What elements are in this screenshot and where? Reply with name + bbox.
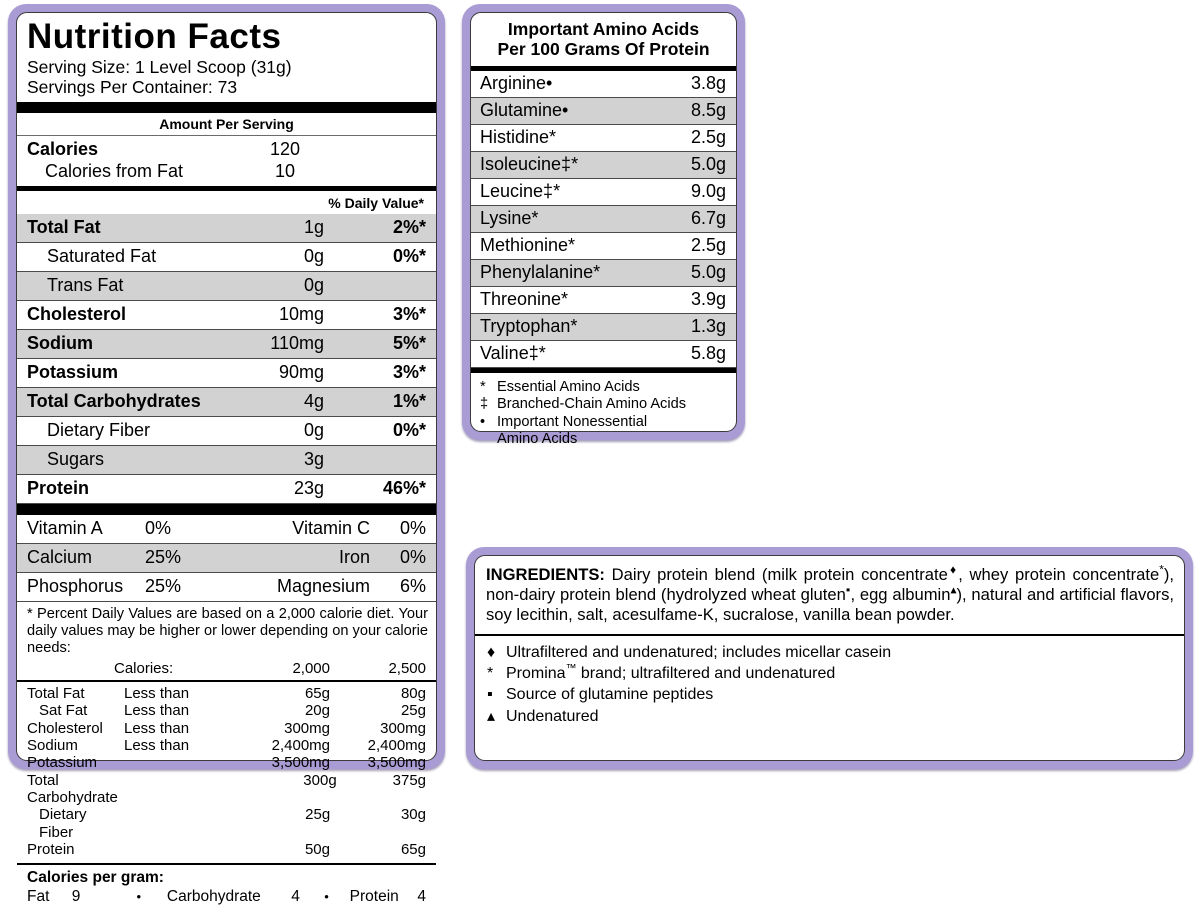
ingredients-part-5: ), natural and artificial flavors, soy lecithin, salt, acesulfame-K, sucralose, vanilla bean powder. <box>486 584 1174 624</box>
dv-value-2000: 3,500mg <box>271 754 330 772</box>
legend-text: Source of glutamine peptides <box>506 686 714 704</box>
table-row <box>27 806 426 841</box>
table-row <box>17 272 436 301</box>
nutrient-amount: 23g <box>293 477 324 498</box>
dv-table-header <box>17 659 436 680</box>
dv-value-2500: 3,500mg <box>367 754 426 772</box>
amino-acid-value: 2.5g <box>690 126 726 147</box>
diamond-mark-icon: ♦ <box>947 562 959 577</box>
nutrient-name: Total Fat <box>27 216 101 237</box>
table-row <box>17 573 436 602</box>
vitamin-right-value: 0% <box>399 546 426 567</box>
table-row <box>17 214 436 243</box>
amino-acid-value: 1.3g <box>690 315 726 336</box>
amino-acids-title <box>471 13 736 66</box>
nutrient-daily-value: 46%* <box>382 477 426 498</box>
servings-per-container: Servings Per Container: 73 <box>27 77 238 98</box>
nutrient-amount: 4g <box>303 390 324 411</box>
vitamin-left-value: 25% <box>145 546 182 567</box>
cpg-protein-label: Protein <box>349 887 399 905</box>
table-row <box>471 260 736 287</box>
legend-item <box>480 379 728 397</box>
vitamin-right-value: 0% <box>399 517 426 538</box>
calories-from-fat-label: Calories from Fat <box>45 161 184 182</box>
dv-value-2000: 25g <box>305 806 331 824</box>
dv-value-2000: 50g <box>304 841 330 859</box>
divider-thick-mid <box>17 504 436 515</box>
cpg-separator-2: • <box>324 888 329 904</box>
amino-acid-value: 2.5g <box>690 234 726 255</box>
legend-text-continuation: Amino Acids <box>497 431 578 448</box>
nutrition-header <box>17 13 436 102</box>
triangle-mark-icon: ▴ <box>950 582 957 597</box>
amino-title-line-1: Important Amino Acids <box>507 19 700 39</box>
dv-header-spacer <box>17 660 114 677</box>
table-row <box>471 152 736 179</box>
dv-value-2000: 20g <box>304 702 330 720</box>
dv-nutrient-name: Total Carbohydrate <box>27 771 118 807</box>
dv-qualifier: Less than <box>124 719 190 737</box>
nutrition-facts-body <box>16 12 437 905</box>
legend-item <box>487 663 1174 684</box>
calories-per-gram-title: Calories per gram: <box>27 868 164 886</box>
nutrient-rows-container <box>17 214 436 504</box>
dv-qualifier <box>124 841 234 858</box>
dv-value-2500: 80g <box>400 684 426 702</box>
ingredients-label: INGREDIENTS: <box>486 565 605 584</box>
dv-value-2500: 25g <box>400 702 426 720</box>
legend-item <box>480 414 728 432</box>
legend-text: Essential Amino Acids <box>497 378 640 395</box>
daily-values-table <box>17 682 436 863</box>
amino-acid-value: 9.0g <box>690 180 726 201</box>
table-row <box>17 301 436 330</box>
legend-text: Branched-Chain Amino Acids <box>497 396 687 413</box>
amino-acids-body <box>470 12 737 448</box>
cpg-protein-value: 4 <box>417 887 426 905</box>
ingredients-part-3: ), non-dairy protein blend (hydrolyzed wheat gluten <box>486 565 1174 604</box>
table-row <box>27 720 426 737</box>
daily-value-header: % Daily Value* <box>328 194 424 211</box>
vitamin-right-value: 6% <box>399 575 426 596</box>
vitamin-left-value: 25% <box>145 575 182 596</box>
cpg-separator-1: • <box>136 888 141 904</box>
amino-acid-name: Valine‡* <box>480 342 546 363</box>
dv-nutrient-name: Dietary Fiber <box>39 806 87 841</box>
ingredients-body <box>474 555 1185 761</box>
table-row <box>471 125 736 152</box>
vitamin-right-name: Vitamin C <box>292 517 370 538</box>
table-row <box>471 341 736 368</box>
amino-acid-name: Tryptophan* <box>480 315 578 336</box>
legend-symbol-icon: ♦ <box>487 643 496 661</box>
calories-per-gram-row <box>17 888 436 911</box>
amino-acid-name: Lysine* <box>480 207 539 228</box>
ingredients-text <box>475 556 1184 634</box>
dv-calories-label: Calories: <box>114 659 174 677</box>
table-row <box>471 71 736 98</box>
nutrient-daily-value: 1%* <box>392 390 426 411</box>
table-row <box>471 314 736 341</box>
calories-row <box>17 138 436 161</box>
amino-rows-container <box>471 71 736 368</box>
table-row <box>471 206 736 233</box>
nutrient-daily-value: 0%* <box>392 419 426 440</box>
legend-symbol-icon: * <box>480 378 486 395</box>
dv-qualifier <box>124 754 234 771</box>
table-row <box>27 841 426 858</box>
nutrient-name: Saturated Fat <box>47 245 157 266</box>
ingredients-part-1: Dairy protein blend (milk protein concentrate <box>604 565 948 584</box>
amino-acid-name: Leucine‡* <box>480 180 561 201</box>
dv-nutrient-name: Cholesterol <box>27 719 103 737</box>
table-row <box>17 388 436 417</box>
daily-value-footnote: * Percent Daily Values are based on a 2,000 calorie diet. Your daily values may be higher or lower depending on your calorie needs: <box>27 605 428 656</box>
table-row <box>17 330 436 359</box>
dv-qualifier: Less than <box>124 702 190 720</box>
nutrient-daily-value: 5%* <box>392 332 426 353</box>
amino-acid-value: 5.0g <box>690 261 726 282</box>
table-row <box>17 359 436 388</box>
legend-item <box>487 706 1174 727</box>
vitamin-right-name: Magnesium <box>276 575 370 596</box>
vitamin-left-name: Vitamin A <box>27 517 103 538</box>
nutrient-name: Sodium <box>27 332 93 353</box>
legend-item <box>487 684 1174 705</box>
dv-col-2500-header: 2,500 <box>388 659 426 677</box>
dv-value-2500: 30g <box>400 806 426 824</box>
nutrient-name: Sugars <box>47 448 105 469</box>
amino-acid-name: Methionine* <box>480 234 576 255</box>
vitamin-left-value: 0% <box>145 517 172 538</box>
nutrient-amount: 3g <box>303 448 324 469</box>
table-row <box>27 737 426 754</box>
nutrient-daily-value: 2%* <box>392 216 426 237</box>
amino-acid-value: 5.0g <box>690 153 726 174</box>
dv-value-2000: 65g <box>304 684 330 702</box>
amino-acid-value: 8.5g <box>690 99 726 120</box>
vitamin-left-name: Phosphorus <box>27 575 124 596</box>
dv-nutrient-name: Sat Fat <box>39 702 88 720</box>
cpg-carb-label: Carbohydrate <box>166 887 261 905</box>
dv-col-2000-header: 2,000 <box>292 659 330 677</box>
dv-value-2500: 300mg <box>380 719 426 737</box>
table-row <box>17 475 436 504</box>
trademark-icon: ™ <box>565 662 577 675</box>
legend-symbol-icon: • <box>480 413 486 430</box>
dv-value-2500: 2,400mg <box>367 736 426 754</box>
dv-qualifier: Less than <box>124 684 190 702</box>
nutrient-daily-value: 3%* <box>392 361 426 382</box>
ingredients-panel <box>466 547 1193 769</box>
table-row <box>17 417 436 446</box>
nutrient-amount: 10mg <box>278 303 324 324</box>
cpg-fat-value: 9 <box>71 887 81 905</box>
nutrient-name: Protein <box>27 477 90 498</box>
legend-text: Undenatured <box>506 707 599 725</box>
serving-size: Serving Size: 1 Level Scoop (31g) <box>27 56 292 77</box>
vitamin-rows-container <box>17 515 436 602</box>
cpg-carb-value: 4 <box>291 887 300 905</box>
nutrient-name: Cholesterol <box>27 303 127 324</box>
table-row <box>471 233 736 260</box>
square-mark-icon: ▪ <box>845 582 851 597</box>
calories-from-fat-value: 10 <box>274 161 296 182</box>
dv-nutrient-name: Protein <box>27 841 75 859</box>
nutrient-amount: 0g <box>303 419 324 440</box>
amino-acid-name: Isoleucine‡* <box>480 153 579 174</box>
dv-value-2000: 300mg <box>284 719 330 737</box>
amino-acid-name: Glutamine• <box>480 99 569 120</box>
calories-from-fat-row <box>17 160 436 183</box>
dv-qualifier <box>145 772 247 807</box>
legend-text: Important Nonessential <box>497 413 648 430</box>
legend-symbol-icon: ▴ <box>487 707 496 725</box>
dv-nutrient-name: Potassium <box>27 754 98 772</box>
legend-text: Ultrafiltered and undenatured; includes micellar casein <box>506 643 892 661</box>
dv-value-2500: 65g <box>400 841 426 859</box>
nutrient-daily-value: 0%* <box>392 245 426 266</box>
ingredients-part-2: , whey protein concentrate <box>958 565 1160 584</box>
amino-acid-value: 5.8g <box>690 342 726 363</box>
table-row <box>17 544 436 573</box>
table-row <box>17 243 436 272</box>
dv-qualifier <box>125 806 235 841</box>
legend-item <box>487 642 1174 663</box>
asterisk-mark-icon: * <box>1159 562 1164 577</box>
dv-value-2000: 2,400mg <box>271 736 330 754</box>
amino-acid-name: Threonine* <box>480 288 569 309</box>
legend-text <box>506 663 1174 684</box>
table-row <box>27 772 426 807</box>
vitamin-left-name: Calcium <box>27 546 93 567</box>
vitamin-right-name: Iron <box>338 546 370 567</box>
calories-block <box>17 136 436 186</box>
page-title: Nutrition Facts <box>27 17 282 56</box>
legend-text-before: Promina <box>506 664 566 682</box>
nutrient-amount: 1g <box>303 216 324 237</box>
nutrient-amount: 0g <box>303 274 324 295</box>
nutrient-name: Potassium <box>27 361 119 382</box>
legend-item <box>480 396 728 414</box>
table-row <box>471 287 736 314</box>
nutrient-daily-value: 3%* <box>392 303 426 324</box>
nutrient-amount: 0g <box>303 245 324 266</box>
legend-symbol-icon: * <box>487 664 494 682</box>
cpg-fat-label: Fat <box>27 887 50 905</box>
dv-qualifier: Less than <box>124 736 190 754</box>
nutrient-name: Trans Fat <box>47 274 124 295</box>
nutrient-amount: 110mg <box>270 332 324 353</box>
legend-text-after: brand; ultrafiltered and undenatured <box>576 664 836 682</box>
table-row <box>17 515 436 544</box>
table-row <box>17 446 436 475</box>
amino-acid-name: Histidine* <box>480 126 557 147</box>
nutrient-name: Total Carbohydrates <box>27 390 201 411</box>
dv-nutrient-name: Sodium <box>27 736 78 754</box>
amino-acid-value: 6.7g <box>690 207 726 228</box>
ingredients-part-4: , egg albumin <box>850 584 951 604</box>
nutrient-name: Dietary Fiber <box>47 419 151 440</box>
dv-nutrient-name: Total Fat <box>27 684 85 702</box>
amino-acid-value: 3.9g <box>690 288 726 309</box>
amino-title-line-2: Per 100 Grams Of Protein <box>497 38 710 59</box>
table-row <box>27 702 426 719</box>
nutrient-amount: 90mg <box>278 361 324 382</box>
table-row <box>471 179 736 206</box>
table-row <box>27 754 426 771</box>
legend-symbol-icon: ▪ <box>487 686 493 704</box>
amount-per-serving-header: Amount Per Serving <box>159 115 294 132</box>
calories-value: 120 <box>269 138 301 159</box>
amino-legend <box>471 373 736 455</box>
divider-thick-top <box>17 102 436 113</box>
table-row <box>471 98 736 125</box>
nutrition-facts-panel <box>8 4 445 905</box>
amino-acid-name: Phenylalanine* <box>480 261 601 282</box>
calories-label: Calories <box>27 138 99 159</box>
amino-acid-value: 3.8g <box>690 72 726 93</box>
legend-symbol-icon: ‡ <box>480 396 489 413</box>
table-row <box>27 685 426 702</box>
ingredients-legend <box>475 636 1184 733</box>
dv-value-2000: 300g <box>303 771 337 789</box>
amino-acid-name: Arginine• <box>480 72 553 93</box>
dv-value-2500: 375g <box>392 771 427 789</box>
amino-acids-panel <box>462 4 745 448</box>
